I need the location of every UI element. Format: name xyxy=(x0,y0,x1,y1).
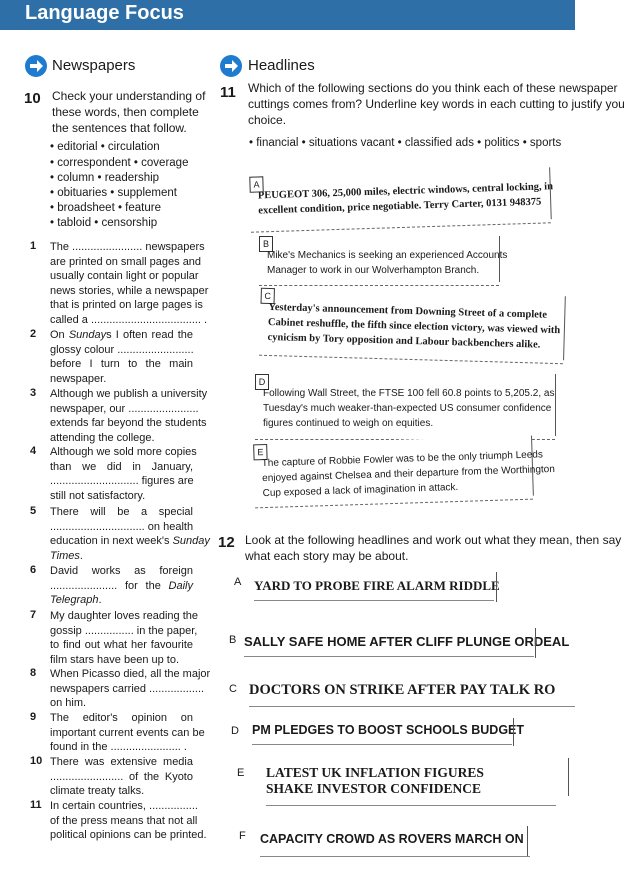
headline-letter: D xyxy=(231,725,239,737)
question-line: climate treaty talks. xyxy=(50,785,145,798)
headline-line: SALLY SAFE HOME AFTER CLIFF PLUNGE ORDEAL xyxy=(244,634,570,649)
headline-text xyxy=(249,682,555,699)
question-number: 3 xyxy=(30,387,37,399)
question-text xyxy=(50,240,209,328)
cutting-letter: C xyxy=(261,288,275,304)
instruction-line: Look at the following headlines and work out what they mean, then say xyxy=(245,533,622,547)
headline-letter: B xyxy=(229,634,237,646)
question-line: than we did in January, xyxy=(50,460,193,473)
question-line: There was extensive media xyxy=(50,756,193,768)
headline-letter: C xyxy=(229,683,237,695)
question-line: attending the college. xyxy=(50,431,155,444)
vocab-line: • obituaries • supplement xyxy=(50,187,177,199)
cutting-line: Tuesday's much weaker-than-expected US consumer confidence xyxy=(263,403,552,414)
question-number: 6 xyxy=(30,564,37,576)
question-line: ............................... on health xyxy=(50,520,194,533)
headline-text xyxy=(260,832,524,847)
cutting-edge-tick xyxy=(496,572,497,602)
question-line: newspapers carried .................. xyxy=(50,682,205,695)
question-text xyxy=(50,799,207,843)
cutting-edge-line xyxy=(254,600,494,601)
cutting-text xyxy=(267,248,507,278)
instruction-line: what each story may be about. xyxy=(245,549,409,563)
question-line: David works as foreign xyxy=(50,565,193,577)
question-text xyxy=(50,505,210,563)
cutting-edge-tick xyxy=(535,628,536,658)
cutting-line: PEUGEOT 306, 25,000 miles, electric windows, central locking, in xyxy=(257,181,554,202)
exercise-11-instruction xyxy=(248,80,625,128)
cutting-edge-tick xyxy=(513,718,514,746)
instruction-line: the sentences that follow. xyxy=(52,121,187,135)
question-line: When Picasso died, all the major xyxy=(50,668,211,680)
instruction-line: Which of the following sections do you think each of these newspaper xyxy=(248,81,618,95)
cutting-letter: D xyxy=(255,374,269,390)
question-line: before I turn to the main xyxy=(50,358,193,371)
question-line: newspaper, our ....................... xyxy=(50,402,199,415)
question-line: extends far beyond the students xyxy=(50,417,207,430)
question-line: important current events can be xyxy=(50,726,205,739)
cutting-edge-line xyxy=(260,856,530,857)
question-text xyxy=(50,564,193,608)
question-line: film stars have been up to. xyxy=(50,653,180,666)
headline-line: CAPACITY CROWD AS ROVERS MARCH ON xyxy=(260,832,524,846)
question-line: glossy colour ......................... xyxy=(50,343,194,356)
section-title-headlines: Headlines xyxy=(248,57,315,74)
exercise-10-instruction xyxy=(52,88,205,136)
headline-line: LATEST UK INFLATION FIGURES xyxy=(266,765,484,780)
cutting-line: Following Wall Street, the FTSE 100 fell 60.8 points to 5,205.2, as xyxy=(263,388,555,399)
cutting-line: Yesterday's announcement from Downing Street of a complete xyxy=(268,301,548,321)
headline-letter: F xyxy=(239,830,246,842)
cutting-line: Cabinet reshuffle, the fifth since election victory, was viewed with xyxy=(267,316,561,337)
cutting-line: figures continued to weigh on equities. xyxy=(263,418,434,429)
cutting-letter: E xyxy=(253,444,267,460)
question-number: 9 xyxy=(30,711,37,723)
question-line: gossip ................ in the paper, xyxy=(50,624,198,637)
question-line: ........................ of the Kyoto xyxy=(50,770,193,783)
question-line: found in the ....................... . xyxy=(50,741,187,754)
question-line: ............................. figures are xyxy=(50,475,194,488)
headline-line: SHAKE INVESTOR CONFIDENCE xyxy=(266,780,482,796)
question-line: On Sundays I often read the xyxy=(50,329,193,341)
newspaper-cutting xyxy=(259,236,508,282)
page-title: Language Focus xyxy=(25,2,184,24)
question-text xyxy=(50,387,208,445)
question-line: ...................... for the Daily xyxy=(50,579,193,592)
question-number: 8 xyxy=(30,667,37,679)
question-line: news stories, while a newspaper xyxy=(50,284,209,297)
question-line: My daughter loves reading the xyxy=(50,610,198,622)
question-number: 4 xyxy=(30,445,37,457)
question-number: 7 xyxy=(30,609,37,621)
headline-line: YARD TO PROBE FIRE ALARM RIDDLE xyxy=(254,578,500,593)
cutting-edge-line xyxy=(252,744,512,745)
question-text xyxy=(50,667,211,711)
exercise-number-12: 12 xyxy=(218,534,235,551)
question-number: 5 xyxy=(30,505,37,517)
exercise-number-10: 10 xyxy=(24,90,41,107)
question-line: education in next week's Sunday xyxy=(50,535,210,548)
headline-text xyxy=(244,634,569,649)
question-line: The ....................... newspapers xyxy=(50,241,205,253)
cutting-text xyxy=(263,386,554,431)
vocab-line: • broadsheet • feature xyxy=(50,202,161,214)
header-banner xyxy=(0,0,575,30)
question-line: on him. xyxy=(50,697,87,710)
category-list: • financial • situations vacant • classified ads • politics • sports xyxy=(249,137,562,149)
cutting-edge-line xyxy=(249,706,575,707)
question-text xyxy=(50,711,205,755)
question-number: 1 xyxy=(30,240,37,252)
headline-text xyxy=(266,765,484,796)
cutting-line: Manager to work in our Wolverhampton Branch. xyxy=(267,265,480,276)
cutting-letter: B xyxy=(259,236,273,252)
question-number: 10 xyxy=(30,755,43,767)
question-line: of the press means that not all xyxy=(50,814,198,827)
cutting-line: The capture of Robbie Fowler was to be the only triumph Leeds xyxy=(261,449,544,470)
question-text xyxy=(50,609,198,667)
question-line: called a .................................... . xyxy=(50,313,208,326)
question-line: to find out what her favourite xyxy=(50,639,193,652)
vocab-line: • correspondent • coverage xyxy=(50,157,189,169)
cutting-text xyxy=(261,447,555,501)
question-line: that is printed on large pages is xyxy=(50,299,203,312)
question-text xyxy=(50,328,193,386)
instruction-line: choice. xyxy=(248,113,287,127)
question-line: Telegraph. xyxy=(50,594,102,607)
cutting-text xyxy=(267,300,560,353)
question-line: In certain countries, ................ xyxy=(50,800,198,812)
question-text xyxy=(50,445,197,503)
headline-line: DOCTORS ON STRIKE AFTER PAY TALK RO xyxy=(249,682,556,698)
question-line: usually contain light or popular xyxy=(50,270,199,283)
cutting-text xyxy=(258,179,554,218)
headline-text xyxy=(254,578,500,593)
question-line: political opinions can be printed. xyxy=(50,829,207,842)
headline-line: PM PLEDGES TO BOOST SCHOOLS BUDGET xyxy=(252,723,525,737)
question-text xyxy=(50,755,193,799)
headline-letter: E xyxy=(237,767,245,779)
cutting-line: enjoyed against Chelsea and their departure from the Worthington xyxy=(262,463,556,485)
newspaper-cutting xyxy=(249,167,554,228)
section-title-newspapers: Newspapers xyxy=(52,57,136,74)
question-line: The editor's opinion on xyxy=(50,712,193,724)
instruction-line: cuttings comes from? Underline key words in each cutting to justify you xyxy=(248,97,625,111)
question-line: Although we sold more copies xyxy=(50,446,197,458)
headline-letter: A xyxy=(234,576,242,588)
vocab-line: • column • readership xyxy=(50,172,160,184)
instruction-line: these words, then complete xyxy=(52,105,199,119)
question-line: Although we publish a university xyxy=(50,388,208,400)
arrow-right-icon xyxy=(220,55,242,77)
cutting-line: Cup exposed a lack of imagination in attack. xyxy=(262,481,459,500)
instruction-line: Check your understanding of xyxy=(52,89,206,103)
newspaper-cutting xyxy=(253,436,556,505)
arrow-right-icon xyxy=(25,55,47,77)
cutting-line: excellent condition, price negotiable. Terry Carter, 0131 948375 xyxy=(258,196,542,217)
cutting-line: cynicism by Tory opposition and Labour backbenchers alike. xyxy=(267,331,541,351)
newspaper-cutting xyxy=(259,288,566,360)
cutting-edge-tick xyxy=(568,758,569,796)
question-number: 11 xyxy=(30,799,42,811)
vocab-line: • editorial • circulation xyxy=(50,141,160,153)
question-line: newspaper. xyxy=(50,372,107,385)
cutting-line: Mike's Mechanics is seeking an experienced Accounts xyxy=(267,250,508,261)
headline-text xyxy=(252,723,524,738)
cutting-edge-tick xyxy=(527,826,528,856)
cutting-edge-line xyxy=(266,805,556,806)
exercise-number-11: 11 xyxy=(220,84,236,101)
cutting-edge-line xyxy=(244,656,534,657)
newspaper-cutting xyxy=(255,374,556,436)
question-number: 2 xyxy=(30,328,37,340)
question-line: are printed on small pages and xyxy=(50,255,202,268)
cutting-letter: A xyxy=(249,176,263,192)
exercise-12-instruction xyxy=(245,532,622,564)
question-line: still not satisfactory. xyxy=(50,489,146,502)
question-line: There will be a special xyxy=(50,506,193,518)
question-line: Times. xyxy=(50,549,83,562)
vocab-line: • tabloid • censorship xyxy=(50,217,158,229)
